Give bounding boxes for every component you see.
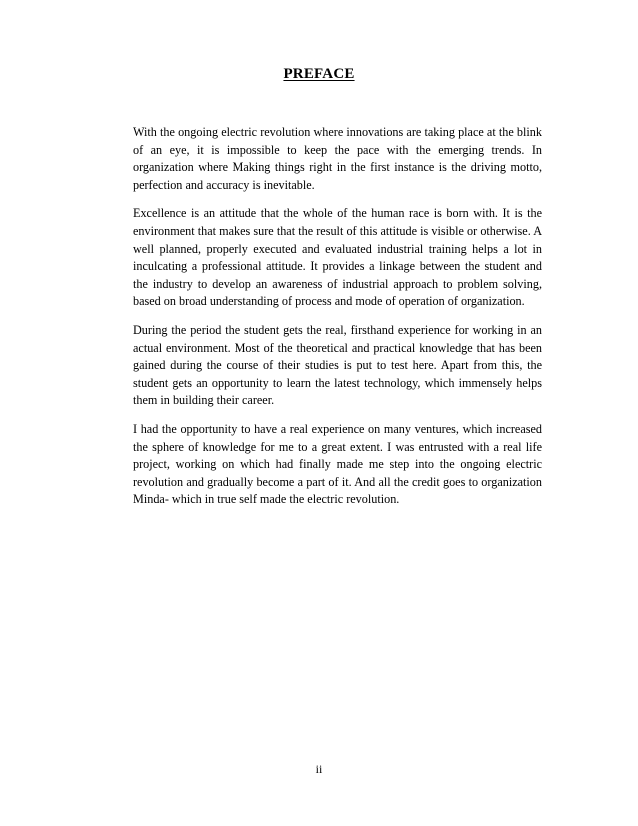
page-number: ii (315, 762, 323, 776)
paragraph-3: During the period the student gets the real, firsthand experience for working in an actual environment. Most of the theoretical and practical knowledge that has been gained during the course of their studies is put to test here. Apart from this, the student gets an opportunity to learn the latest technology, which immensely helps them in building their career. (133, 322, 542, 408)
preface-body (133, 124, 542, 520)
paragraph-1: With the ongoing electric revolution where innovations are taking place at the blink of an eye, it is impossible to keep the pace with the emerging trends. In organization where Making things right in the first instance is the driving motto, perfection and accuracy is inevitable. (133, 125, 542, 192)
paragraph-2: Excellence is an attitude that the whole of the human race is born with. It is the environment that makes sure that the result of this attitude is visible or otherwise. A well planned, properly executed and evaluated industrial training helps a lot in inculcating a professional attitude. It provides a linkage between the student and the industry to develop an awareness of industrial approach to problem solving, based on broad understanding of process and mode of operation of organization. (133, 206, 542, 309)
page-title: PREFACE (283, 66, 355, 82)
paragraph-4: I had the opportunity to have a real experience on many ventures, which increased the sphere of knowledge for me to a great extent. I was entrusted with a real life project, working on which had finally made me step into the ongoing electric revolution and gradually become a part of it. And all the credit goes to organization Minda- which in true self made the electric revolution. (133, 421, 542, 507)
